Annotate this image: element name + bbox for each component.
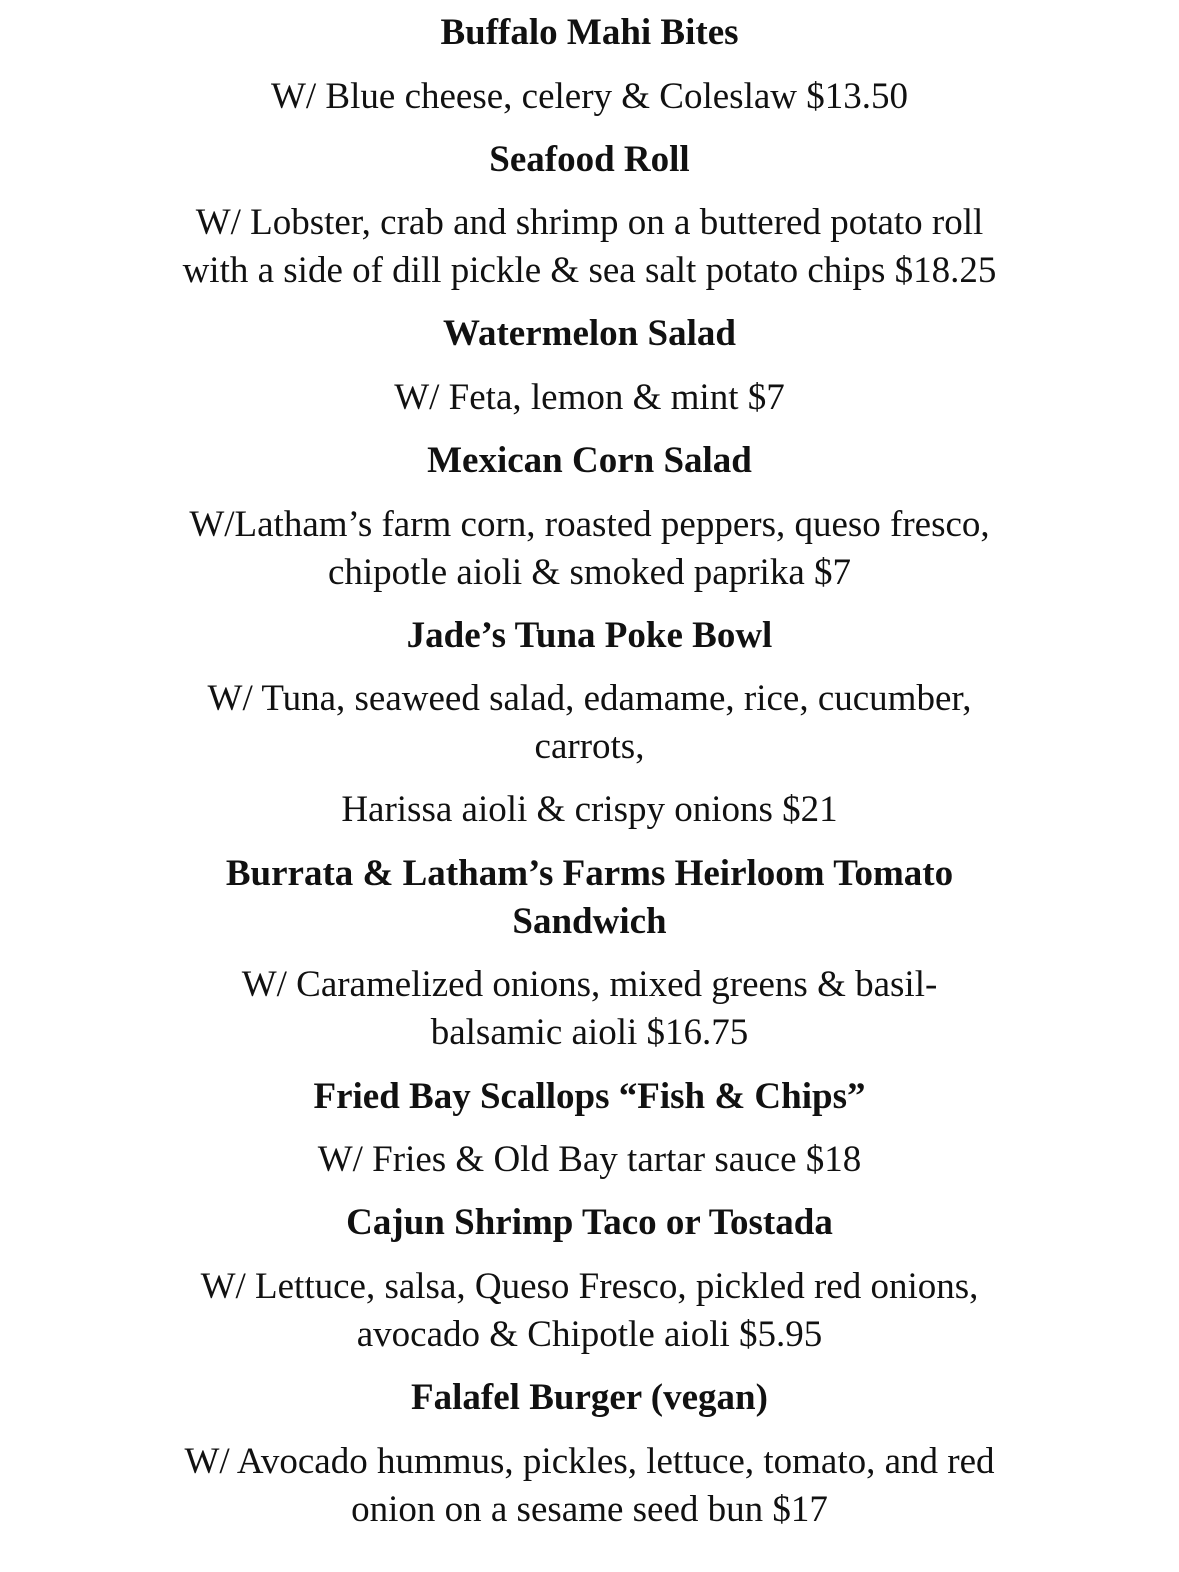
item-title-fried-bay-scallops: Fried Bay Scallops “Fish & Chips”: [313, 1076, 866, 1117]
item-title-mexican-corn-salad: Mexican Corn Salad: [427, 440, 752, 481]
item-title-seafood-roll: Seafood Roll: [489, 139, 690, 180]
item-description-seafood-roll-line-1: W/ Lobster, crab and shrimp on a buttered potato roll: [195, 202, 984, 243]
item-description-seafood-roll-line-2: with a side of dill pickle & sea salt potato chips $18.25: [182, 250, 997, 291]
item-description-watermelon-salad: W/ Feta, lemon & mint $7: [394, 377, 785, 418]
item-title-falafel-burger: Falafel Burger (vegan): [411, 1377, 768, 1418]
item-description-jades-tuna-poke-bowl-line-2: carrots,: [534, 726, 645, 767]
item-description-fried-bay-scallops: W/ Fries & Old Bay tartar sauce $18: [317, 1139, 862, 1180]
item-title-jades-tuna-poke-bowl: Jade’s Tuna Poke Bowl: [406, 615, 773, 656]
item-description-falafel-burger-line-2: onion on a sesame seed bun $17: [351, 1489, 828, 1530]
item-description-mexican-corn-salad-line-2: chipotle aioli & smoked paprika $7: [327, 552, 852, 593]
item-description-falafel-burger-line-1: W/ Avocado hummus, pickles, lettuce, tomato, and red: [184, 1441, 995, 1482]
item-description-jades-tuna-poke-bowl-line-3: Harissa aioli & crispy onions $21: [341, 789, 838, 830]
item-title-buffalo-mahi-bites: Buffalo Mahi Bites: [440, 12, 739, 53]
item-description-buffalo-mahi-bites: W/ Blue cheese, celery & Coleslaw $13.50: [270, 76, 909, 117]
item-title-burrata-sandwich-line-2: Sandwich: [512, 901, 667, 942]
item-title-cajun-shrimp-taco: Cajun Shrimp Taco or Tostada: [346, 1202, 833, 1243]
item-description-cajun-shrimp-taco-line-1: W/ Lettuce, salsa, Queso Fresco, pickled red onions,: [200, 1266, 979, 1307]
item-title-watermelon-salad: Watermelon Salad: [443, 313, 736, 354]
item-description-mexican-corn-salad-line-1: W/Latham’s farm corn, roasted peppers, queso fresco,: [189, 504, 990, 545]
item-description-cajun-shrimp-taco-line-2: avocado & Chipotle aioli $5.95: [356, 1314, 823, 1355]
item-description-burrata-sandwich-line-1: W/ Caramelized onions, mixed greens & basil-: [241, 964, 938, 1005]
item-description-burrata-sandwich-line-2: balsamic aioli $16.75: [430, 1012, 749, 1053]
item-title-burrata-sandwich-line-1: Burrata & Latham’s Farms Heirloom Tomato: [225, 853, 954, 894]
item-description-jades-tuna-poke-bowl-line-1: W/ Tuna, seaweed salad, edamame, rice, cucumber,: [207, 678, 972, 719]
